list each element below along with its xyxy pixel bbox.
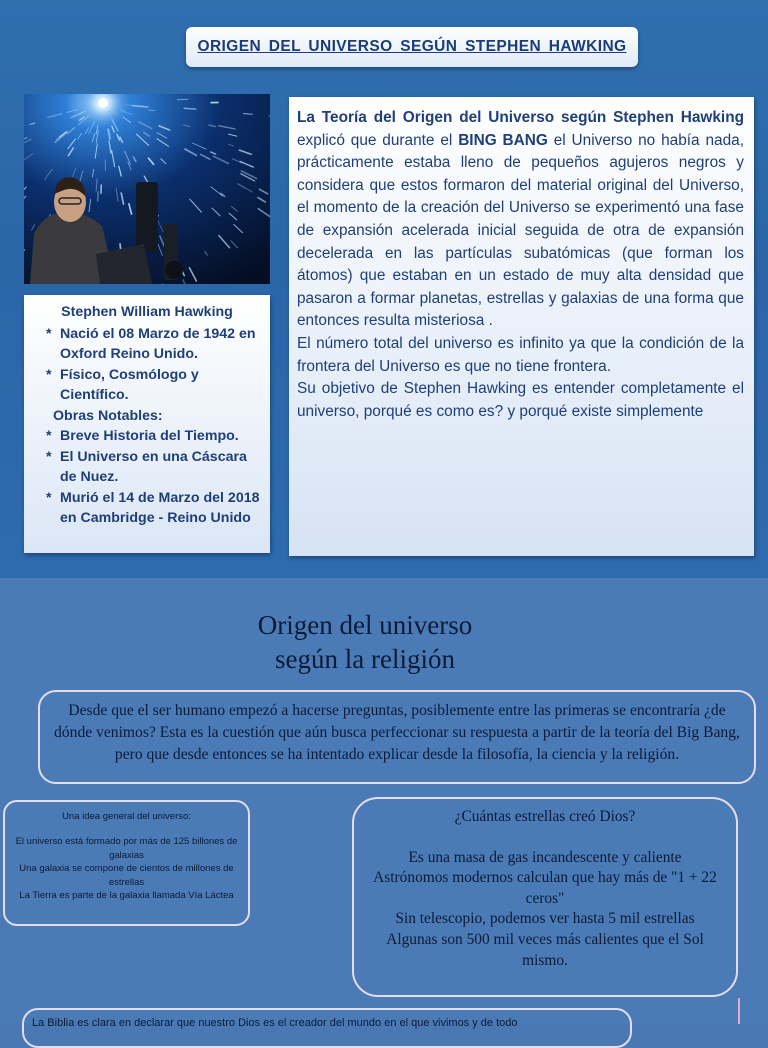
bible-box xyxy=(22,1008,632,1048)
hawking-photo xyxy=(24,94,270,284)
hawking-photo-illustration xyxy=(24,94,270,284)
bio-name: Stephen William Hawking xyxy=(30,302,264,323)
intro-box xyxy=(38,690,756,784)
religion-title xyxy=(200,608,530,676)
page-title: ORIGEN DEL UNIVERSO SEGÚN STEPHEN HAWKING xyxy=(198,38,627,56)
religion-title-line: Origen del universo xyxy=(200,608,530,642)
stars-question: ¿Cuántas estrellas creó Dios? xyxy=(364,807,726,828)
objective-paragraph: Su objetivo de Stephen Hawking es entender completamente el universo, porqué es como es? y porqué existe simplemente xyxy=(297,378,744,423)
stars-box xyxy=(352,797,738,997)
idea-box xyxy=(3,800,250,926)
stars-line: Astrónomos modernos calculan que hay más de "1 + 22 ceros" xyxy=(364,868,726,909)
bio-list-item: * Físico, Cosmólogo y Científico. xyxy=(46,365,264,406)
bio-list-item: * El Universo en una Cáscara de Nuez. xyxy=(46,447,264,488)
idea-line: El universo está formado por más de 125 billones de galaxias xyxy=(13,835,240,862)
theory-paragraph xyxy=(297,107,744,333)
bio-list-item: * Nació el 08 Marzo de 1942 en Oxford Reino Unido. xyxy=(46,324,264,365)
works-heading: Obras Notables: xyxy=(53,406,264,427)
idea-line: La Tierra es parte de la galaxia llamada Vía Láctea xyxy=(13,889,240,902)
stars-line: Es una masa de gas incandescente y caliente xyxy=(364,848,726,869)
works-list xyxy=(46,426,264,529)
bible-text: La Biblia es clara en declarar que nuestro Dios es el creador del mundo en el que vivimos y de todo xyxy=(32,1017,518,1029)
infinite-paragraph: El número total del universo es infinito ya que la condición de la frontera del Universo es que no tiene frontera. xyxy=(297,333,744,378)
bio-list-item: * Murió el 14 de Marzo del 2018 en Cambridge - Reino Unido xyxy=(46,488,264,529)
bio-panel xyxy=(24,295,270,553)
title-banner xyxy=(186,27,638,67)
theory-lead: La Teoría del Origen del Universo según Stephen Hawking xyxy=(297,109,744,126)
stars-line: Algunas son 500 mil veces más calientes que el Sol mismo. xyxy=(364,930,726,971)
idea-line: Una galaxia se compone de cientos de millones de estrellas xyxy=(13,862,240,889)
connector-line xyxy=(738,998,740,1024)
religion-title-line: según la religión xyxy=(200,642,530,676)
bio-list xyxy=(46,324,264,406)
theory-panel xyxy=(289,97,754,556)
theory-text: el Universo no había nada, prácticamente estaba lleno de pequeños agujeros negros y considera que estos formaron del material original del Universo, el momento de la creación del Universo se experimentó una fase de expansión acelerada inicial seguida de otra de expansión decelerada en las partículas subatómicas (que forman los átomos) que estaban en un estado de muy alta densidad que pasaron a formar planetas, estrellas y galaxias de una forma que entonces resulta misteriosa . xyxy=(297,132,744,330)
bio-list-item: * Breve Historia del Tiempo. xyxy=(46,426,264,447)
big-bang-term: BING BANG xyxy=(458,132,548,149)
idea-title: Una idea general del universo: xyxy=(13,810,240,823)
stars-line: Sin telescopio, podemos ver hasta 5 mil estrellas xyxy=(364,909,726,930)
theory-text: explicó que durante el xyxy=(297,132,458,149)
intro-text: Desde que el ser humano empezó a hacerse preguntas, posiblemente entre las primeras se encontraría ¿de dónde venimos? Esta es la cuestión que aún busca perfeccionar su respuesta a partir de la teoría del Big Bang, pero que desde entonces se ha intentado explicar desde la filosofía, la ciencia y la religión. xyxy=(54,702,740,763)
